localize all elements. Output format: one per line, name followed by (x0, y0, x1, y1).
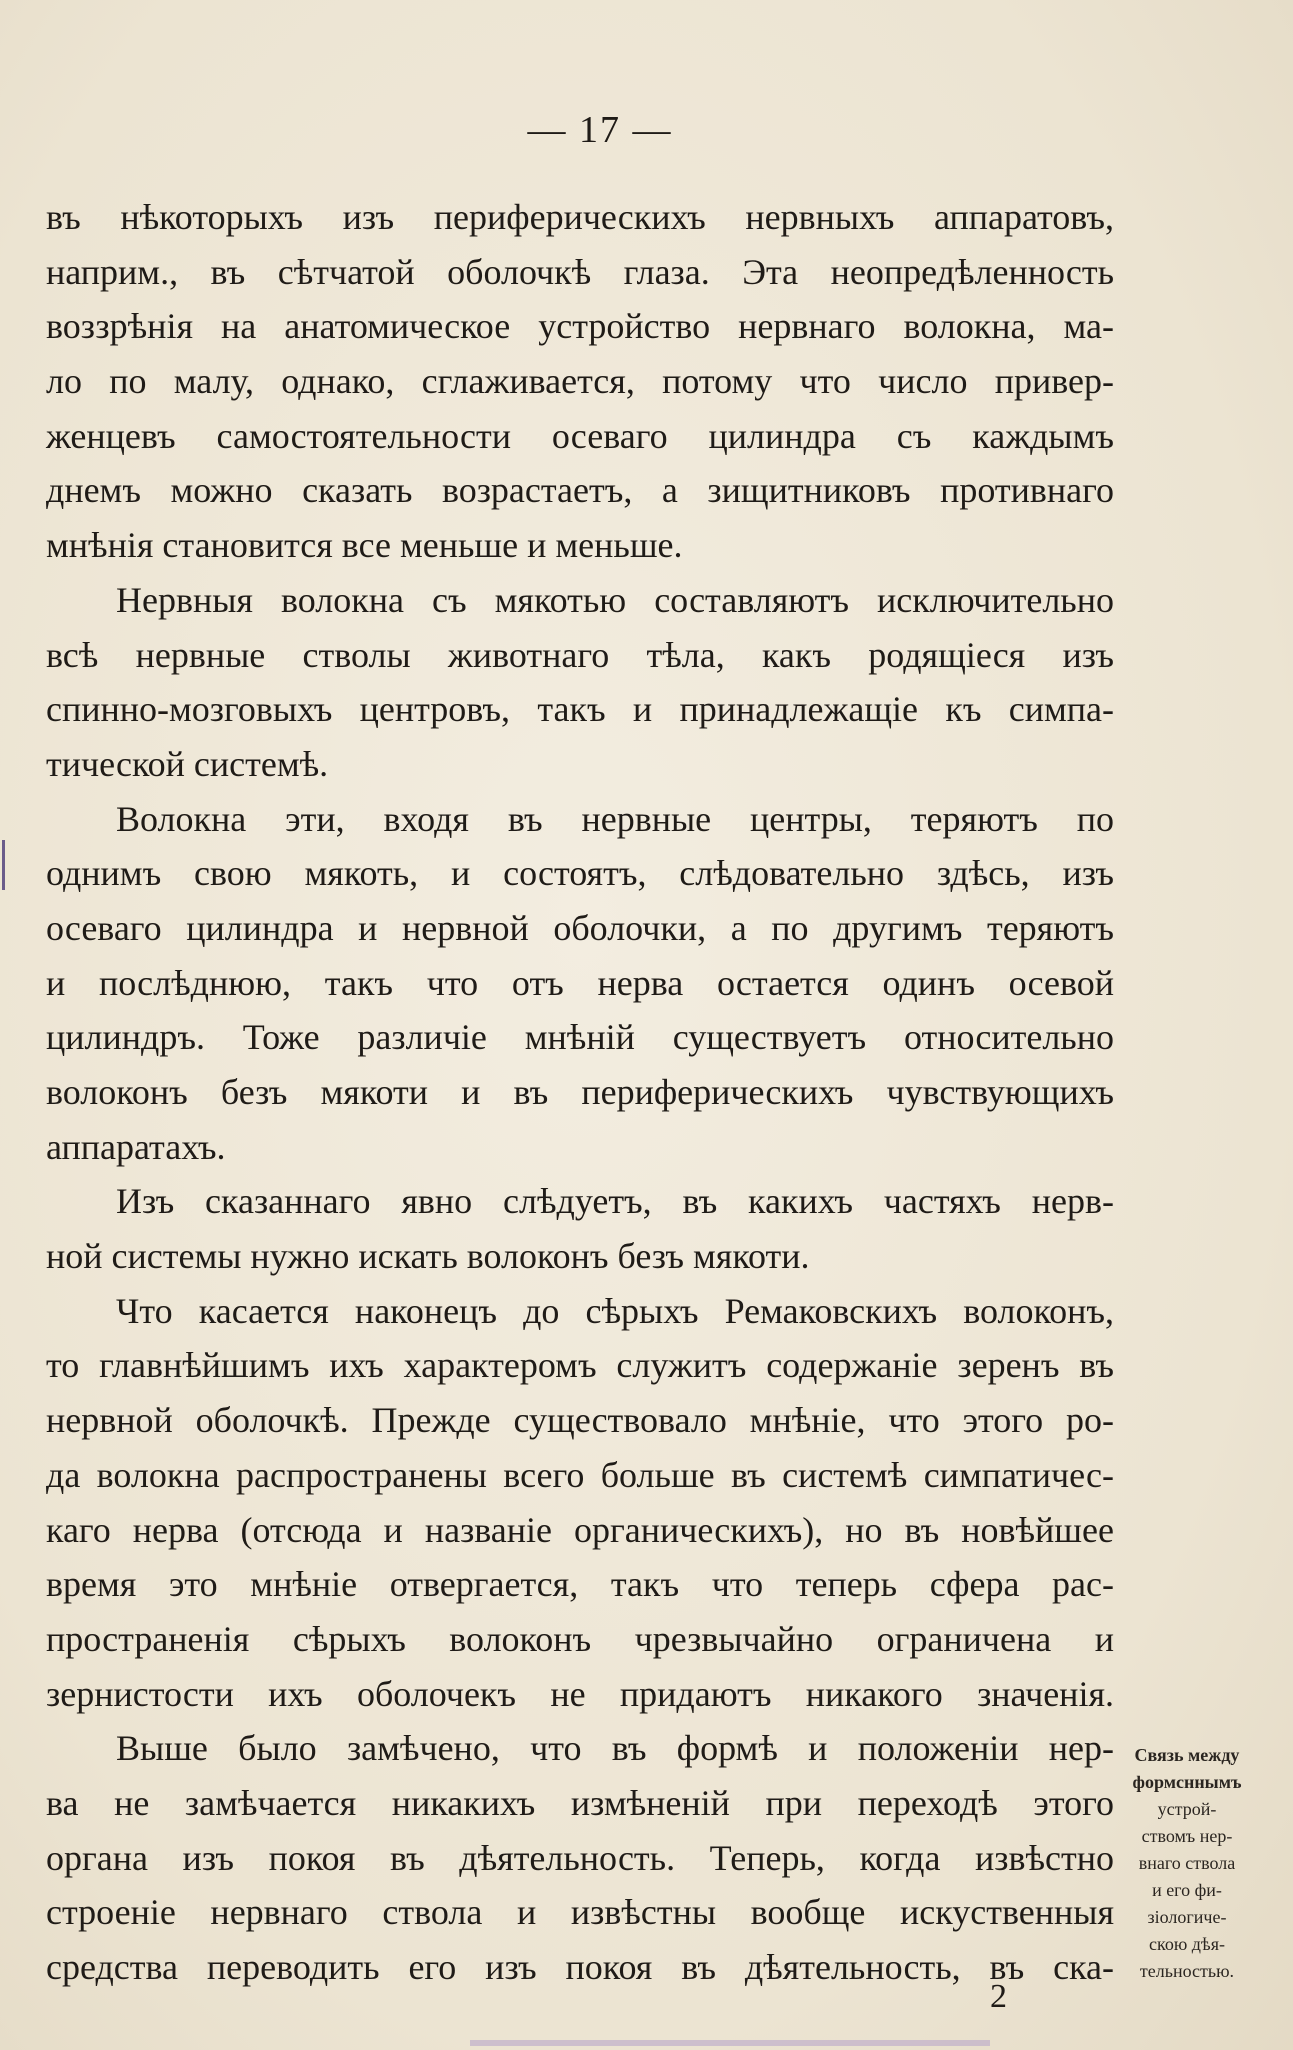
paragraph-first-line: Волокна эти, входя въ нервные центры, теряютъ по (116, 798, 1114, 839)
text-line: аппаратахъ. (46, 1126, 226, 1167)
text-line: органа изъ покоя въ дѣятельность. Теперь, когда извѣстно (46, 1837, 1114, 1878)
text-line: волоконъ безъ мякоти и въ периферическихъ чувствующихъ (46, 1072, 1114, 1112)
text-line: однимъ свою мякоть, и состоятъ, слѣдовательно здѣсь, изъ (46, 853, 1114, 894)
text-line: всѣ нервные стволы животнаго тѣла, какъ родящіеся изъ (46, 634, 1114, 675)
text-line: средства переводить его изъ покоя въ дѣятельность, въ ска- (46, 1947, 1114, 1987)
text-line: осеваго цилиндра и нервной оболочки, а по другимъ теряютъ (46, 907, 1114, 948)
marginal-note-line: тельностью. (1139, 1961, 1235, 1981)
marginal-note (1112, 1742, 1262, 1985)
signature-mark: 2 (990, 1978, 1007, 2015)
text-line: въ нѣкоторыхъ изъ периферическихъ нервныхъ аппаратовъ, (46, 197, 1114, 237)
text-line: днемъ можно сказать возрастаетъ, а зищитниковъ противнаго (46, 470, 1114, 511)
text-line: мнѣнія становится все меньше и меньше. (46, 525, 683, 566)
paragraph-first-line: Изъ сказаннаго явно слѣдуетъ, въ какихъ частяхъ нерв- (116, 1181, 1114, 1222)
text-line: воззрѣнія на анатомическое устройство нервнаго волокна, ма- (46, 306, 1114, 347)
marginal-note-line: формсннымъ (1132, 1772, 1242, 1792)
marginal-note-line: скою дѣя- (1149, 1934, 1225, 1954)
text-line: тической системѣ. (46, 743, 329, 784)
text-line: наприм., въ сѣтчатой оболочкѣ глаза. Эта неопредѣленность (46, 251, 1114, 292)
text-line: женцевъ самостоятельности осеваго цилиндра съ каждымъ (46, 415, 1114, 456)
marginal-note-line: и его фи- (1152, 1880, 1222, 1900)
paragraph-first-line: Нервныя волокна съ мякотью составляютъ исключительно (116, 579, 1114, 620)
bottom-edge-stain (470, 2040, 990, 2046)
paragraph-first-line: Что касается наконецъ до сѣрыхъ Ремаковскихъ волоконъ, (116, 1290, 1114, 1331)
body-text (46, 190, 1114, 1995)
text-line: спинно-мозговыхъ центровъ, такъ и принадлежащіе къ симпа- (46, 689, 1114, 730)
text-line: время это мнѣніе отвергается, такъ что теперь сфера рас- (46, 1564, 1114, 1605)
marginal-note-line: зіологиче- (1147, 1907, 1227, 1927)
text-line: строеніе нервнаго ствола и извѣстны вообще искуственныя (46, 1892, 1114, 1933)
text-line: каго нерва (отсюда и названіе органическихъ), но въ новѣйшее (46, 1509, 1114, 1550)
marginal-note-line: внаго ствола (1138, 1853, 1236, 1873)
text-line: да волокна распространены всего больше въ системѣ симпатичес- (46, 1454, 1114, 1495)
page-number: — 17 — (527, 109, 673, 151)
paragraph-first-line: Выше было замѣчено, что въ формѣ и положеніи нер- (116, 1728, 1114, 1769)
text-line: и послѣднюю, такъ что отъ нерва остается одинъ осевой (46, 962, 1114, 1003)
text-line: ва не замѣчается никакихъ измѣненій при переходѣ этого (46, 1782, 1114, 1823)
text-line: пространенія сѣрыхъ волоконъ чрезвычайно ограничена и (46, 1618, 1114, 1659)
marginal-note-line: ствомъ нер- (1141, 1826, 1233, 1846)
text-line: цилиндръ. Тоже различіе мнѣній существуетъ относительно (46, 1017, 1114, 1058)
marginal-note-line: Связь между (1134, 1745, 1240, 1765)
text-line: нервной оболочкѣ. Прежде существовало мнѣніе, что этого ро- (46, 1400, 1114, 1441)
margin-ink-mark (2, 840, 5, 890)
text-line: ло по малу, однако, сглаживается, потому что число привер- (46, 361, 1114, 402)
text-line: зернистости ихъ оболочекъ не придаютъ никакого значенія. (46, 1673, 1114, 1714)
text-line: ной системы нужно искать волоконъ безъ мякоти. (46, 1236, 810, 1277)
text-line: то главнѣйшимъ ихъ характеромъ служитъ содержаніе зеренъ въ (46, 1345, 1114, 1386)
marginal-note-line: устрой- (1157, 1799, 1217, 1819)
